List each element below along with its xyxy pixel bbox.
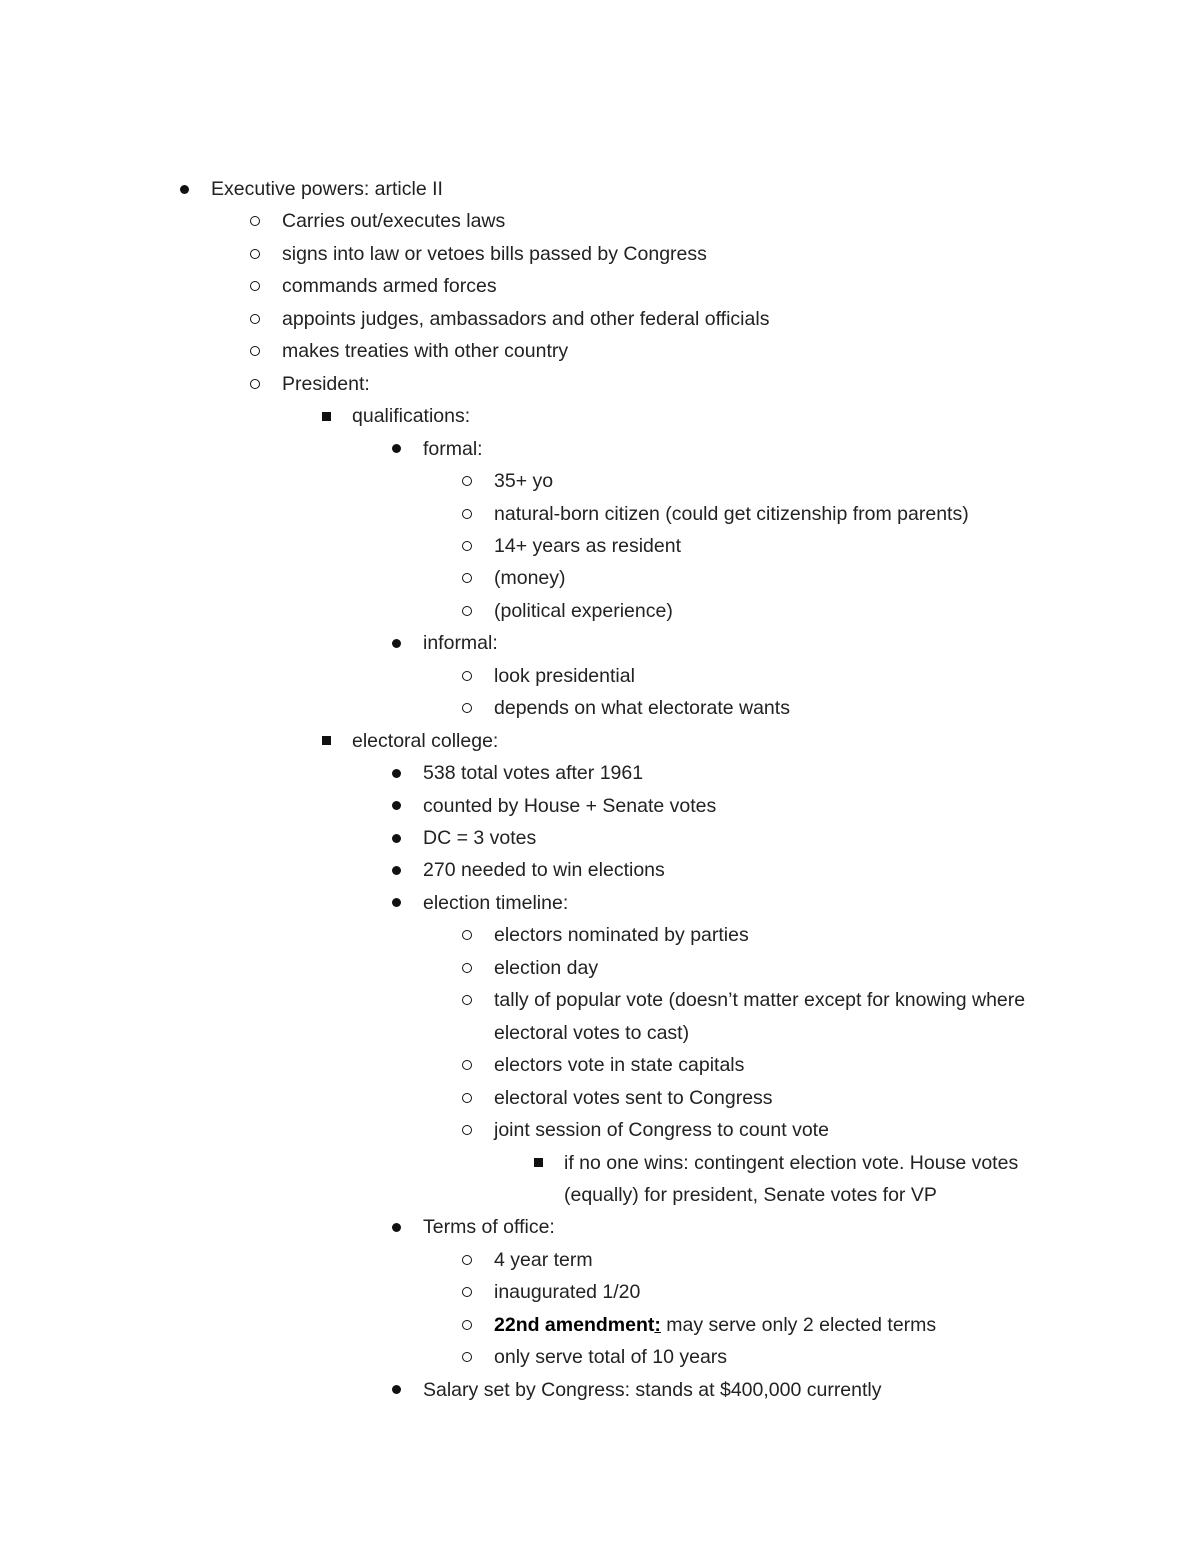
outline-item-text: commands armed forces — [282, 275, 497, 298]
circle-bullet-icon — [457, 595, 477, 627]
outline-item — [0, 303, 1200, 335]
outline-item-text: qualifications: — [352, 405, 471, 428]
outline-item-text: inaugurated 1/20 — [494, 1281, 641, 1304]
outline-item-text: electors nominated by parties — [494, 924, 749, 947]
outline-item-text: Terms of office: — [423, 1216, 555, 1239]
disc-bullet-icon — [386, 887, 406, 919]
underlined-colon: : — [654, 1313, 661, 1336]
circle-bullet-icon — [245, 205, 265, 237]
outline-item-text: depends on what electorate wants — [494, 697, 790, 720]
outline-item — [0, 627, 1200, 659]
circle-bullet-icon — [457, 1244, 477, 1276]
circle-bullet-icon — [457, 984, 477, 1016]
disc-bullet-icon — [386, 822, 406, 854]
disc-bullet-icon — [386, 790, 406, 822]
outline-item-text: President: — [282, 372, 370, 395]
circle-bullet-icon — [457, 692, 477, 724]
outline-item-text: 35+ yo — [494, 470, 554, 493]
circle-bullet-icon — [245, 368, 265, 400]
outline-item — [0, 854, 1200, 886]
outline-item — [0, 822, 1200, 854]
outline-item-text: informal: — [423, 632, 498, 655]
outline-item — [0, 757, 1200, 789]
outline-item — [0, 1211, 1200, 1243]
circle-bullet-icon — [457, 1276, 477, 1308]
circle-bullet-icon — [245, 335, 265, 367]
outline-item-text: (equally) for president, Senate votes for VP — [564, 1183, 937, 1206]
outline-item-text: signs into law or vetoes bills passed by Congress — [282, 242, 707, 265]
square-bullet-icon — [316, 725, 336, 757]
outline-item — [0, 270, 1200, 302]
circle-bullet-icon — [457, 660, 477, 692]
outline-item — [0, 1341, 1200, 1373]
disc-bullet-icon — [386, 627, 406, 659]
outline-item-text: formal: — [423, 437, 483, 460]
circle-bullet-icon — [457, 1082, 477, 1114]
outline-item-text: appoints judges, ambassadors and other federal officials — [282, 307, 770, 330]
outline-item-text: (political experience) — [494, 599, 673, 622]
outline-item-text: electoral college: — [352, 729, 499, 752]
outline-item — [0, 1309, 1200, 1341]
outline-item — [0, 1114, 1200, 1146]
outline-item-text: electoral votes to cast) — [494, 1021, 690, 1044]
outline-item-text: natural-born citizen (could get citizenship from parents) — [494, 502, 969, 525]
circle-bullet-icon — [457, 1309, 477, 1341]
disc-bullet-icon — [386, 433, 406, 465]
outline-item — [0, 1082, 1200, 1114]
outline-item — [0, 725, 1200, 757]
outline-item-text: 270 needed to win elections — [423, 859, 665, 882]
outline-item — [0, 530, 1200, 562]
outline-item-text: makes treaties with other country — [282, 340, 569, 363]
outline-item — [0, 335, 1200, 367]
outline-item-rest: may serve only 2 elected terms — [660, 1313, 937, 1336]
outline-item-text: tally of popular vote (doesn’t matter except for knowing where — [494, 989, 1026, 1012]
outline-item — [0, 1147, 1200, 1179]
outline-item — [0, 238, 1200, 270]
outline-item — [0, 1276, 1200, 1308]
outline-item — [0, 692, 1200, 724]
disc-bullet-icon — [174, 173, 194, 205]
circle-bullet-icon — [457, 465, 477, 497]
square-bullet-icon — [528, 1147, 548, 1179]
circle-bullet-icon — [245, 238, 265, 270]
outline-item — [0, 1179, 1200, 1211]
outline-item — [0, 1017, 1200, 1049]
outline-item — [0, 887, 1200, 919]
circle-bullet-icon — [457, 919, 477, 951]
outline-item — [0, 1374, 1200, 1406]
outline-item — [0, 1244, 1200, 1276]
outline-item-text: look presidential — [494, 664, 635, 687]
outline-item-text: election day — [494, 956, 599, 979]
outline-item-text: Executive powers: article II — [211, 178, 443, 200]
outline-item — [0, 173, 1200, 205]
outline-item — [0, 595, 1200, 627]
circle-bullet-icon — [457, 562, 477, 594]
outline-item — [0, 205, 1200, 237]
outline-item-text: election timeline: — [423, 891, 569, 914]
outline-item — [0, 1049, 1200, 1081]
outline-item — [0, 919, 1200, 951]
bold-term: 22nd amendment — [494, 1313, 655, 1336]
outline-item-text: if no one wins: contingent election vote. House votes — [564, 1151, 1019, 1174]
outline-item — [0, 368, 1200, 400]
outline-item — [0, 562, 1200, 594]
outline-item — [0, 984, 1200, 1016]
outline-item — [0, 790, 1200, 822]
outline-item — [0, 498, 1200, 530]
outline-item-text — [494, 1309, 936, 1341]
circle-bullet-icon — [457, 498, 477, 530]
outline-item — [0, 433, 1200, 465]
outline-item-text: electors vote in state capitals — [494, 1054, 745, 1077]
outline-item-text: joint session of Congress to count vote — [494, 1119, 829, 1142]
outline-item — [0, 400, 1200, 432]
circle-bullet-icon — [457, 952, 477, 984]
outline-item — [0, 660, 1200, 692]
outline-item-text: electoral votes sent to Congress — [494, 1086, 773, 1109]
disc-bullet-icon — [386, 854, 406, 886]
square-bullet-icon — [316, 400, 336, 432]
outline-item-text: DC = 3 votes — [423, 827, 537, 849]
circle-bullet-icon — [457, 1341, 477, 1373]
circle-bullet-icon — [457, 530, 477, 562]
outline-item-text: (money) — [494, 567, 566, 590]
outline-item — [0, 465, 1200, 497]
outline-item — [0, 952, 1200, 984]
outline-item-text: Carries out/executes laws — [282, 210, 506, 233]
disc-bullet-icon — [386, 757, 406, 789]
disc-bullet-icon — [386, 1374, 406, 1406]
disc-bullet-icon — [386, 1211, 406, 1243]
outline-item-text: 538 total votes after 1961 — [423, 762, 644, 785]
outline-item-text: counted by House + Senate votes — [423, 794, 717, 817]
circle-bullet-icon — [245, 303, 265, 335]
outline-item-text: Salary set by Congress: stands at $400,000 currently — [423, 1378, 882, 1401]
circle-bullet-icon — [457, 1114, 477, 1146]
outline-item-text: 4 year term — [494, 1248, 593, 1271]
circle-bullet-icon — [245, 270, 265, 302]
circle-bullet-icon — [457, 1049, 477, 1081]
outline-item-text: only serve total of 10 years — [494, 1346, 728, 1369]
outline-item-text: 14+ years as resident — [494, 534, 681, 557]
